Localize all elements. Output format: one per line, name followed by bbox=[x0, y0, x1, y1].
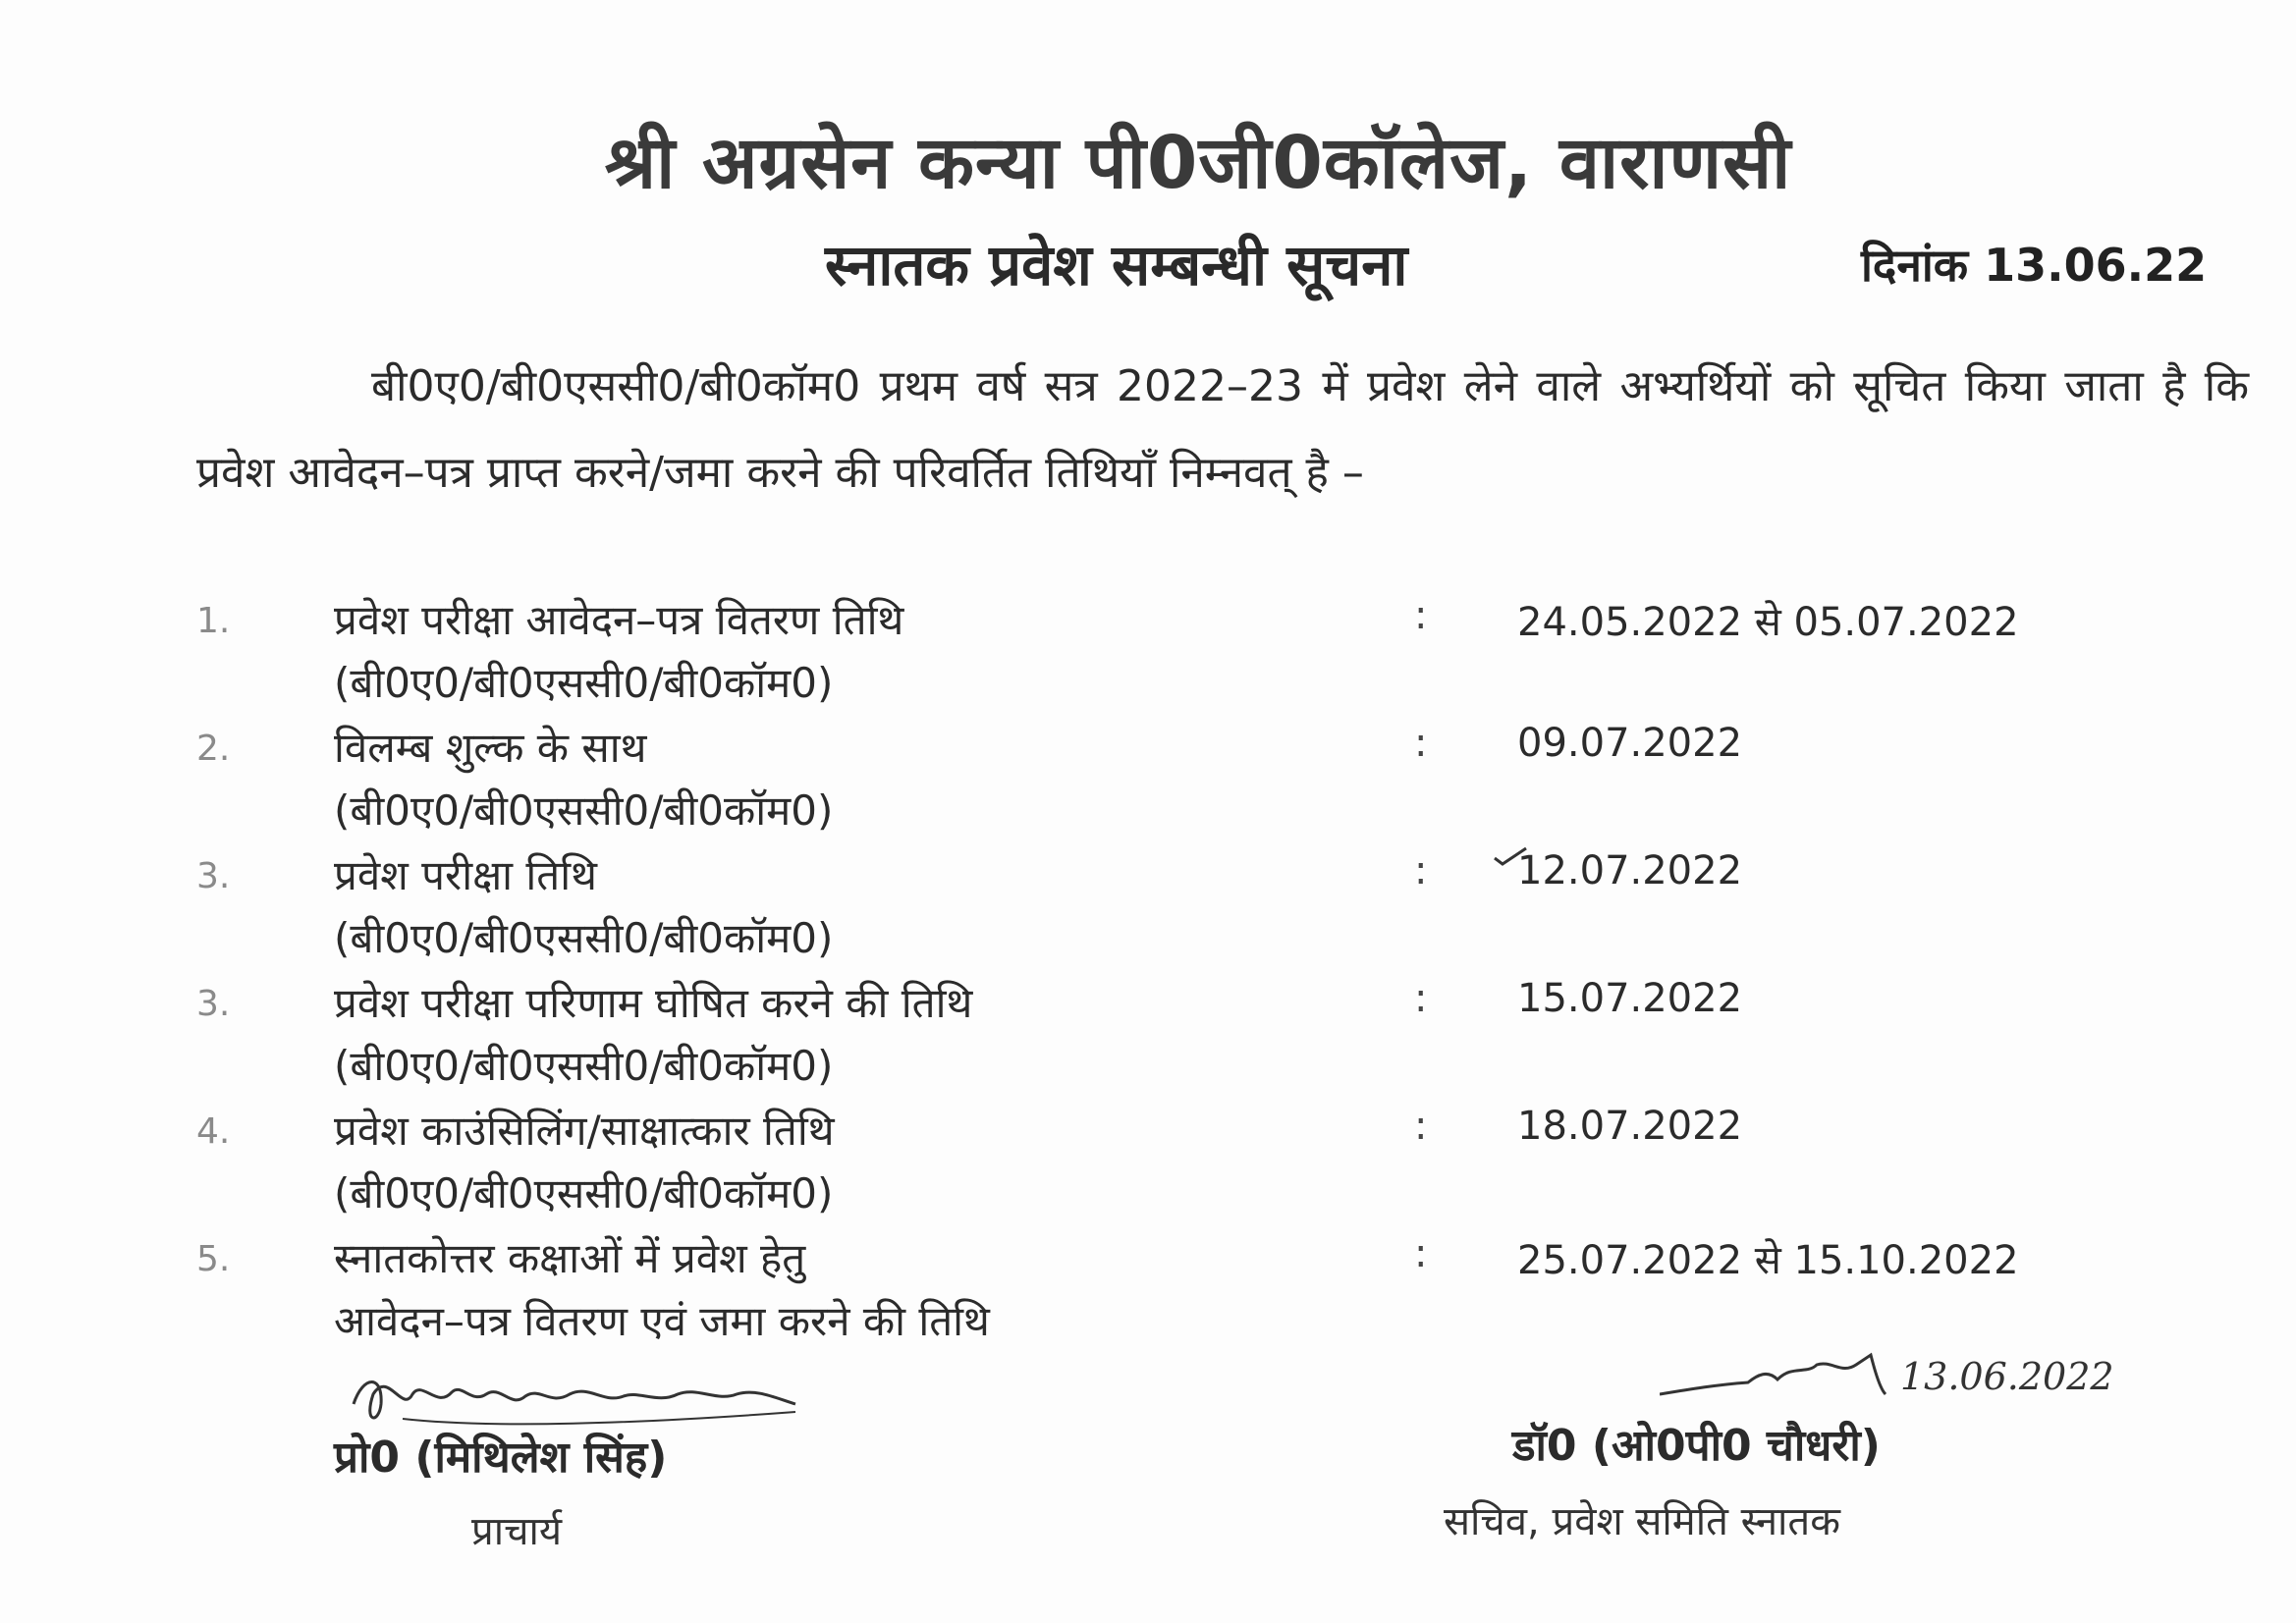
row-date: 09.07.2022 bbox=[1517, 721, 1743, 766]
principal-name: प्रो0 (मिथिलेश सिंह) bbox=[334, 1433, 668, 1483]
row-label-line1: प्रवेश परीक्षा परिणाम घोषित करने की तिथि bbox=[334, 979, 973, 1027]
notice-date: दिनांक 13.06.22 bbox=[1861, 239, 2208, 292]
row-separator: : bbox=[1414, 1104, 1428, 1149]
row-label bbox=[334, 844, 833, 970]
schedule-list bbox=[196, 589, 2259, 1365]
row-label-line2: (बी0ए0/बी0एससी0/बी0कॉम0) bbox=[334, 914, 834, 962]
principal-title: प्राचार्य bbox=[471, 1509, 563, 1554]
row-label bbox=[334, 717, 833, 842]
schedule-row bbox=[196, 1100, 2259, 1227]
schedule-row bbox=[196, 972, 2259, 1100]
row-separator: : bbox=[1414, 976, 1428, 1021]
row-number: 1. bbox=[196, 601, 231, 641]
secretary-name: डॉ0 (ओ0पी0 चौधरी) bbox=[1512, 1421, 1881, 1471]
row-number: 3. bbox=[196, 984, 231, 1024]
schedule-row bbox=[196, 589, 2259, 717]
secretary-signature-block bbox=[1444, 1325, 2151, 1591]
row-label-line2: (बी0ए0/बी0एससी0/बी0कॉम0) bbox=[334, 1169, 834, 1217]
row-number: 2. bbox=[196, 729, 231, 769]
row-number: 5. bbox=[196, 1239, 231, 1279]
secretary-title: सचिव, प्रवेश समिति स्नातक bbox=[1444, 1499, 1840, 1544]
schedule-row bbox=[196, 844, 2259, 972]
row-label-line1: प्रवेश परीक्षा तिथि bbox=[334, 851, 597, 899]
row-separator: : bbox=[1414, 848, 1428, 893]
row-separator: : bbox=[1414, 721, 1428, 766]
row-number: 3. bbox=[196, 856, 231, 896]
handwritten-date: 13.06.2022 bbox=[1900, 1355, 2114, 1398]
row-label-line1: प्रवेश परीक्षा आवेदन–पत्र वितरण तिथि bbox=[334, 596, 904, 644]
row-label-line2: आवेदन–पत्र वितरण एवं जमा करने की तिथि bbox=[334, 1297, 990, 1345]
row-label bbox=[334, 1100, 835, 1225]
intro-paragraph: बी0ए0/बी0एससी0/बी0कॉम0 प्रथम वर्ष सत्र 2022–23 में प्रवेश लेने वाले अभ्यर्थियों को सूचित किया जाता है कि प्रवेश आवेदन–पत्र प्राप्त करने/जमा करने की परिवर्तित तिथियाँ निम्नवत् है – bbox=[196, 361, 2249, 498]
principal-signature-block bbox=[324, 1365, 913, 1581]
row-date: 12.07.2022 bbox=[1517, 848, 1743, 893]
row-separator: : bbox=[1414, 593, 1428, 638]
notice-title: स्नातक प्रवेश सम्बन्धी सूचना bbox=[825, 232, 1408, 298]
row-label bbox=[334, 972, 972, 1098]
row-date: 25.07.2022 से 15.10.2022 bbox=[1517, 1238, 2019, 1283]
row-date: 18.07.2022 bbox=[1517, 1104, 1743, 1149]
row-separator: : bbox=[1414, 1231, 1428, 1276]
row-date: 24.05.2022 से 05.07.2022 bbox=[1517, 600, 2019, 645]
row-label-line1: स्नातकोत्तर कक्षाओं में प्रवेश हेतु bbox=[334, 1234, 806, 1282]
row-label bbox=[334, 589, 903, 715]
row-label-line2: (बी0ए0/बी0एससी0/बी0कॉम0) bbox=[334, 786, 834, 835]
row-label-line1: प्रवेश काउंसिलिंग/साक्षात्कार तिथि bbox=[334, 1107, 835, 1155]
row-date: 15.07.2022 bbox=[1517, 976, 1743, 1021]
row-label-line2: (बी0ए0/बी0एससी0/बी0कॉम0) bbox=[334, 659, 834, 707]
row-label-line2: (बी0ए0/बी0एससी0/बी0कॉम0) bbox=[334, 1042, 834, 1090]
row-label-line1: विलम्ब शुल्क के साथ bbox=[334, 724, 647, 772]
row-label bbox=[334, 1227, 990, 1353]
schedule-row bbox=[196, 717, 2259, 844]
secretary-signature bbox=[1660, 1335, 2131, 1414]
college-name: श्री अग्रसेन कन्या पी0जी0कॉलेज, वाराणसी bbox=[604, 121, 1792, 205]
row-number: 4. bbox=[196, 1111, 231, 1152]
